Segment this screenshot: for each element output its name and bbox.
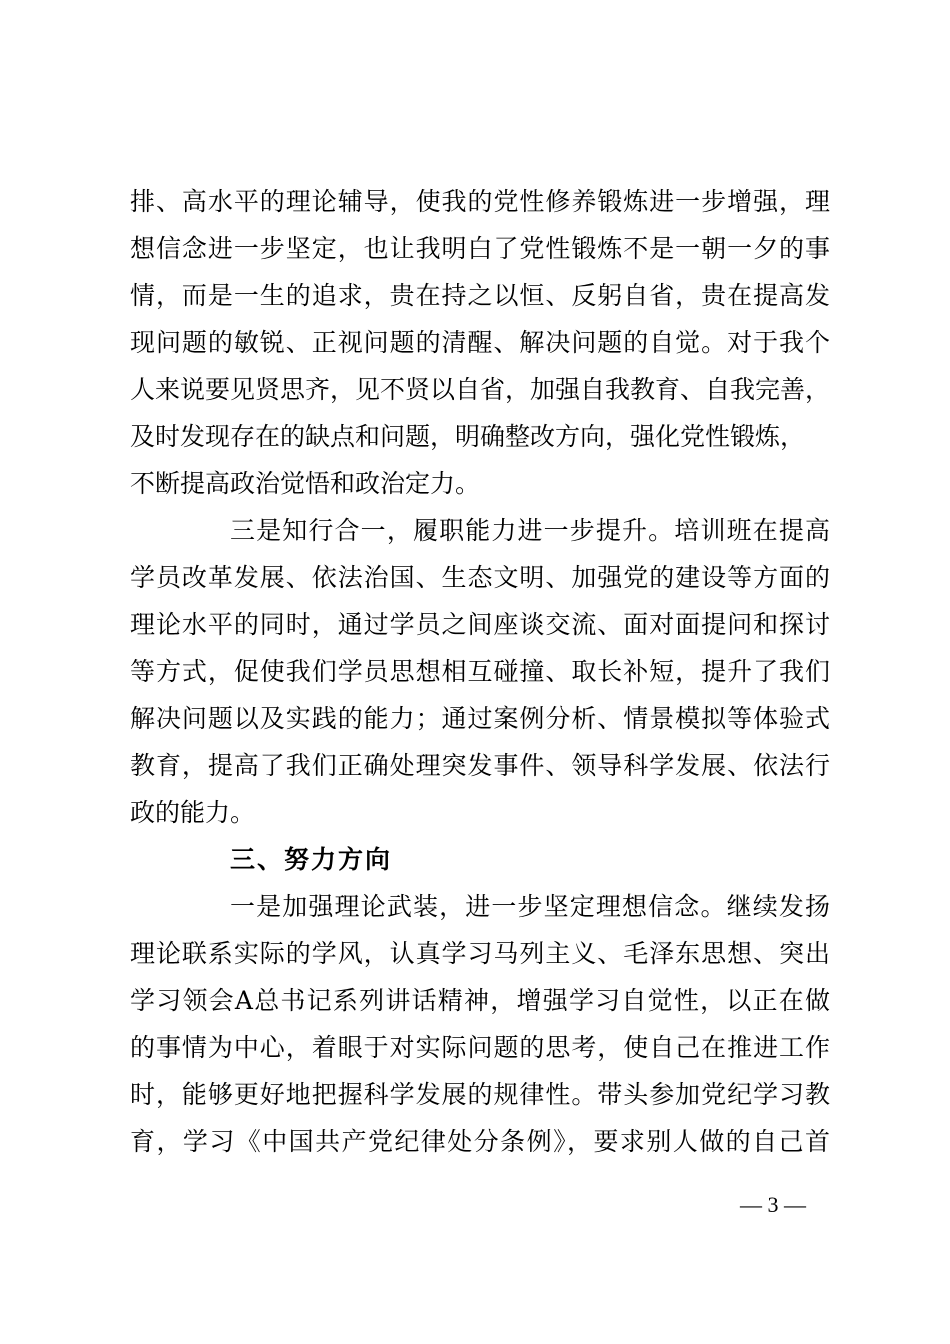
- text-line: 理论水平的同时，通过学员之间座谈交流、面对面提问和探讨: [130, 610, 830, 639]
- paragraph-first-line: 三是知行合一，履职能力进一步提升。培训班在提高: [230, 516, 830, 545]
- text-line: 不断提高政治觉悟和政治定力。: [130, 469, 481, 498]
- text-line: 及时发现存在的缺点和问题，明确整改方向，强化党性锻炼，: [130, 422, 806, 451]
- text-line: 的事情为中心，着眼于对实际问题的思考，使自己在推进工作: [130, 1033, 830, 1062]
- text-line: 学员改革发展、依法治国、生态文明、加强党的建设等方面的: [130, 563, 830, 592]
- text-line: 现问题的敏锐、正视问题的清醒、解决问题的自觉。对于我个: [130, 328, 830, 357]
- paragraph-first-line: 一是加强理论武装，进一步坚定理想信念。继续发扬: [230, 892, 830, 921]
- text-line: 排、高水平的理论辅导，使我的党性修养锻炼进一步增强，理: [130, 187, 830, 216]
- text-line: 学习领会A总书记系列讲话精神，增强学习自觉性，以正在做: [130, 986, 830, 1015]
- text-line: 解决问题以及实践的能力；通过案例分析、情景模拟等体验式: [130, 704, 830, 733]
- text-line: 政的能力。: [130, 798, 256, 827]
- section-heading: 三、努力方向: [230, 845, 393, 874]
- text-line: 育，学习《中国共产党纪律处分条例》，要求别人做的自己首: [130, 1127, 830, 1156]
- text-line: 教育，提高了我们正确处理突发事件、领导科学发展、依法行: [130, 751, 830, 780]
- text-line: 情，而是一生的追求，贵在持之以恒、反躬自省，贵在提高发: [130, 281, 830, 310]
- page-number: — 3 —: [740, 1192, 806, 1217]
- text-line: 时，能够更好地把握科学发展的规律性。带头参加党纪学习教: [130, 1080, 830, 1109]
- text-line: 想信念进一步坚定，也让我明白了党性锻炼不是一朝一夕的事: [130, 234, 830, 263]
- text-line: 人来说要见贤思齐，见不贤以自省，加强自我教育、自我完善，: [130, 375, 831, 404]
- document-body: [130, 178, 830, 1165]
- text-line: 等方式，促使我们学员思想相互碰撞、取长补短，提升了我们: [130, 657, 830, 686]
- text-line: 理论联系实际的学风，认真学习马列主义、毛泽东思想、突出: [130, 939, 830, 968]
